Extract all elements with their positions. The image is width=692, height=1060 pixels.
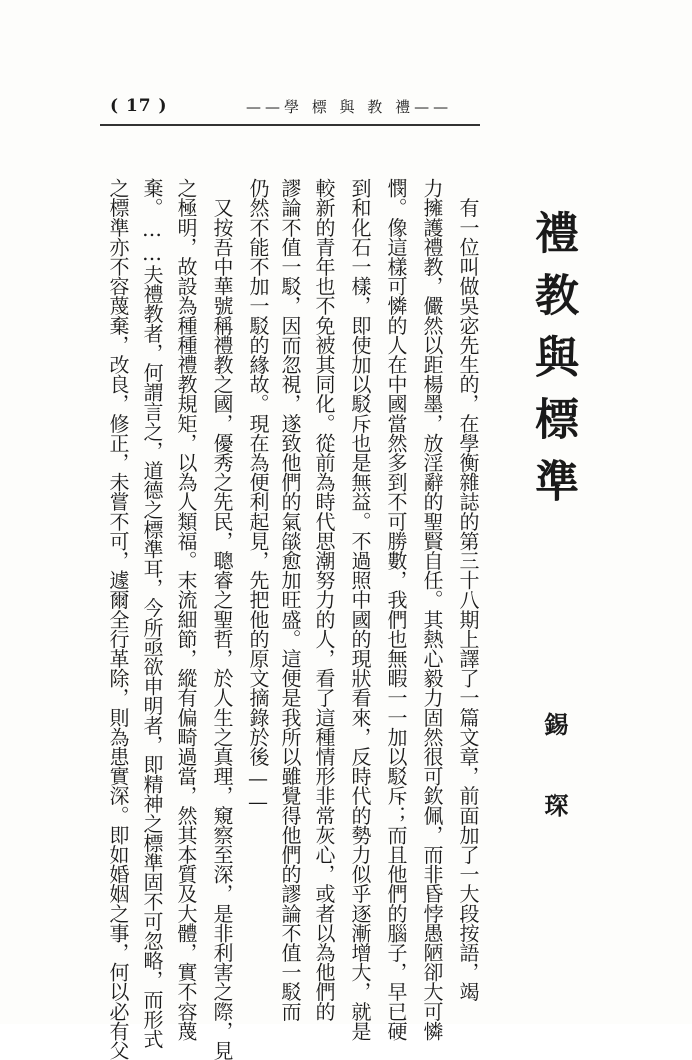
page-number: ( 17 ) <box>110 96 168 116</box>
text-column: 謬論不值一駁，因而忽視，遂致他們的氣燄愈加旺盛。這便是我所以雖覺得他們的謬論不值一駁而 <box>278 178 302 1021</box>
text-column: 有一位叫做吳宓先生的，在學衡雜誌的第三十八期上譯了一篇文章，前面加了一大段按語，竭 <box>456 178 480 1002</box>
quote-column: 又按吾中華號稱禮教之國，優秀之先民，聰睿之聖哲，於人生之真理，窺察至深，是非利害之際，見 <box>210 178 234 1060</box>
article-author: 錫 琛 <box>540 712 569 831</box>
text-column: 仍然不能不加一駁的緣故。現在為便利起見，先把他的原文摘錄於後—— <box>246 178 270 814</box>
running-header: ——學 標 與 教 禮—— <box>246 98 453 116</box>
text-column: 較新的青年也不免被其同化。從前為時代思潮努力的人，看了這種情形非常灰心，或者以為他們的 <box>312 178 336 1021</box>
quote-column: 之標準亦不容蔑棄，改良，修正，未嘗不可，遽爾全行革除，則為患實深。即如婚姻之事，何以必有父 <box>106 178 130 1060</box>
article-title: 禮教與標準 <box>527 210 578 520</box>
quote-column: 之極明，故設為種種禮教規矩，以為人類福。末流細節，縱有偏畸過當，然其本質及大體，實不容蔑 <box>174 178 198 1041</box>
text-column: 力擁護禮教，儼然以距楊墨，放淫辭的聖賢自任。其熱心毅力固然很可欽佩，而非昏悖愚陋卻大可憐 <box>420 178 444 1041</box>
quote-column: 棄。……夫禮教者，何謂言之，道德之標準耳，今所亟欲申明者，即精神之標準固不可忽略，而形式 <box>140 178 164 1049</box>
text-column: 到和化石一樣，即使加以駁斥也是無益。不過照中國的現狀看來，反時代的勢力似乎逐漸增大，就是 <box>348 178 372 1041</box>
text-column: 憫。像這樣可憐的人在中國當然多到不可勝數，我們也無暇一一加以駁斥；而且他們的腦子，早已硬 <box>384 178 408 1041</box>
header-divider <box>100 124 480 126</box>
